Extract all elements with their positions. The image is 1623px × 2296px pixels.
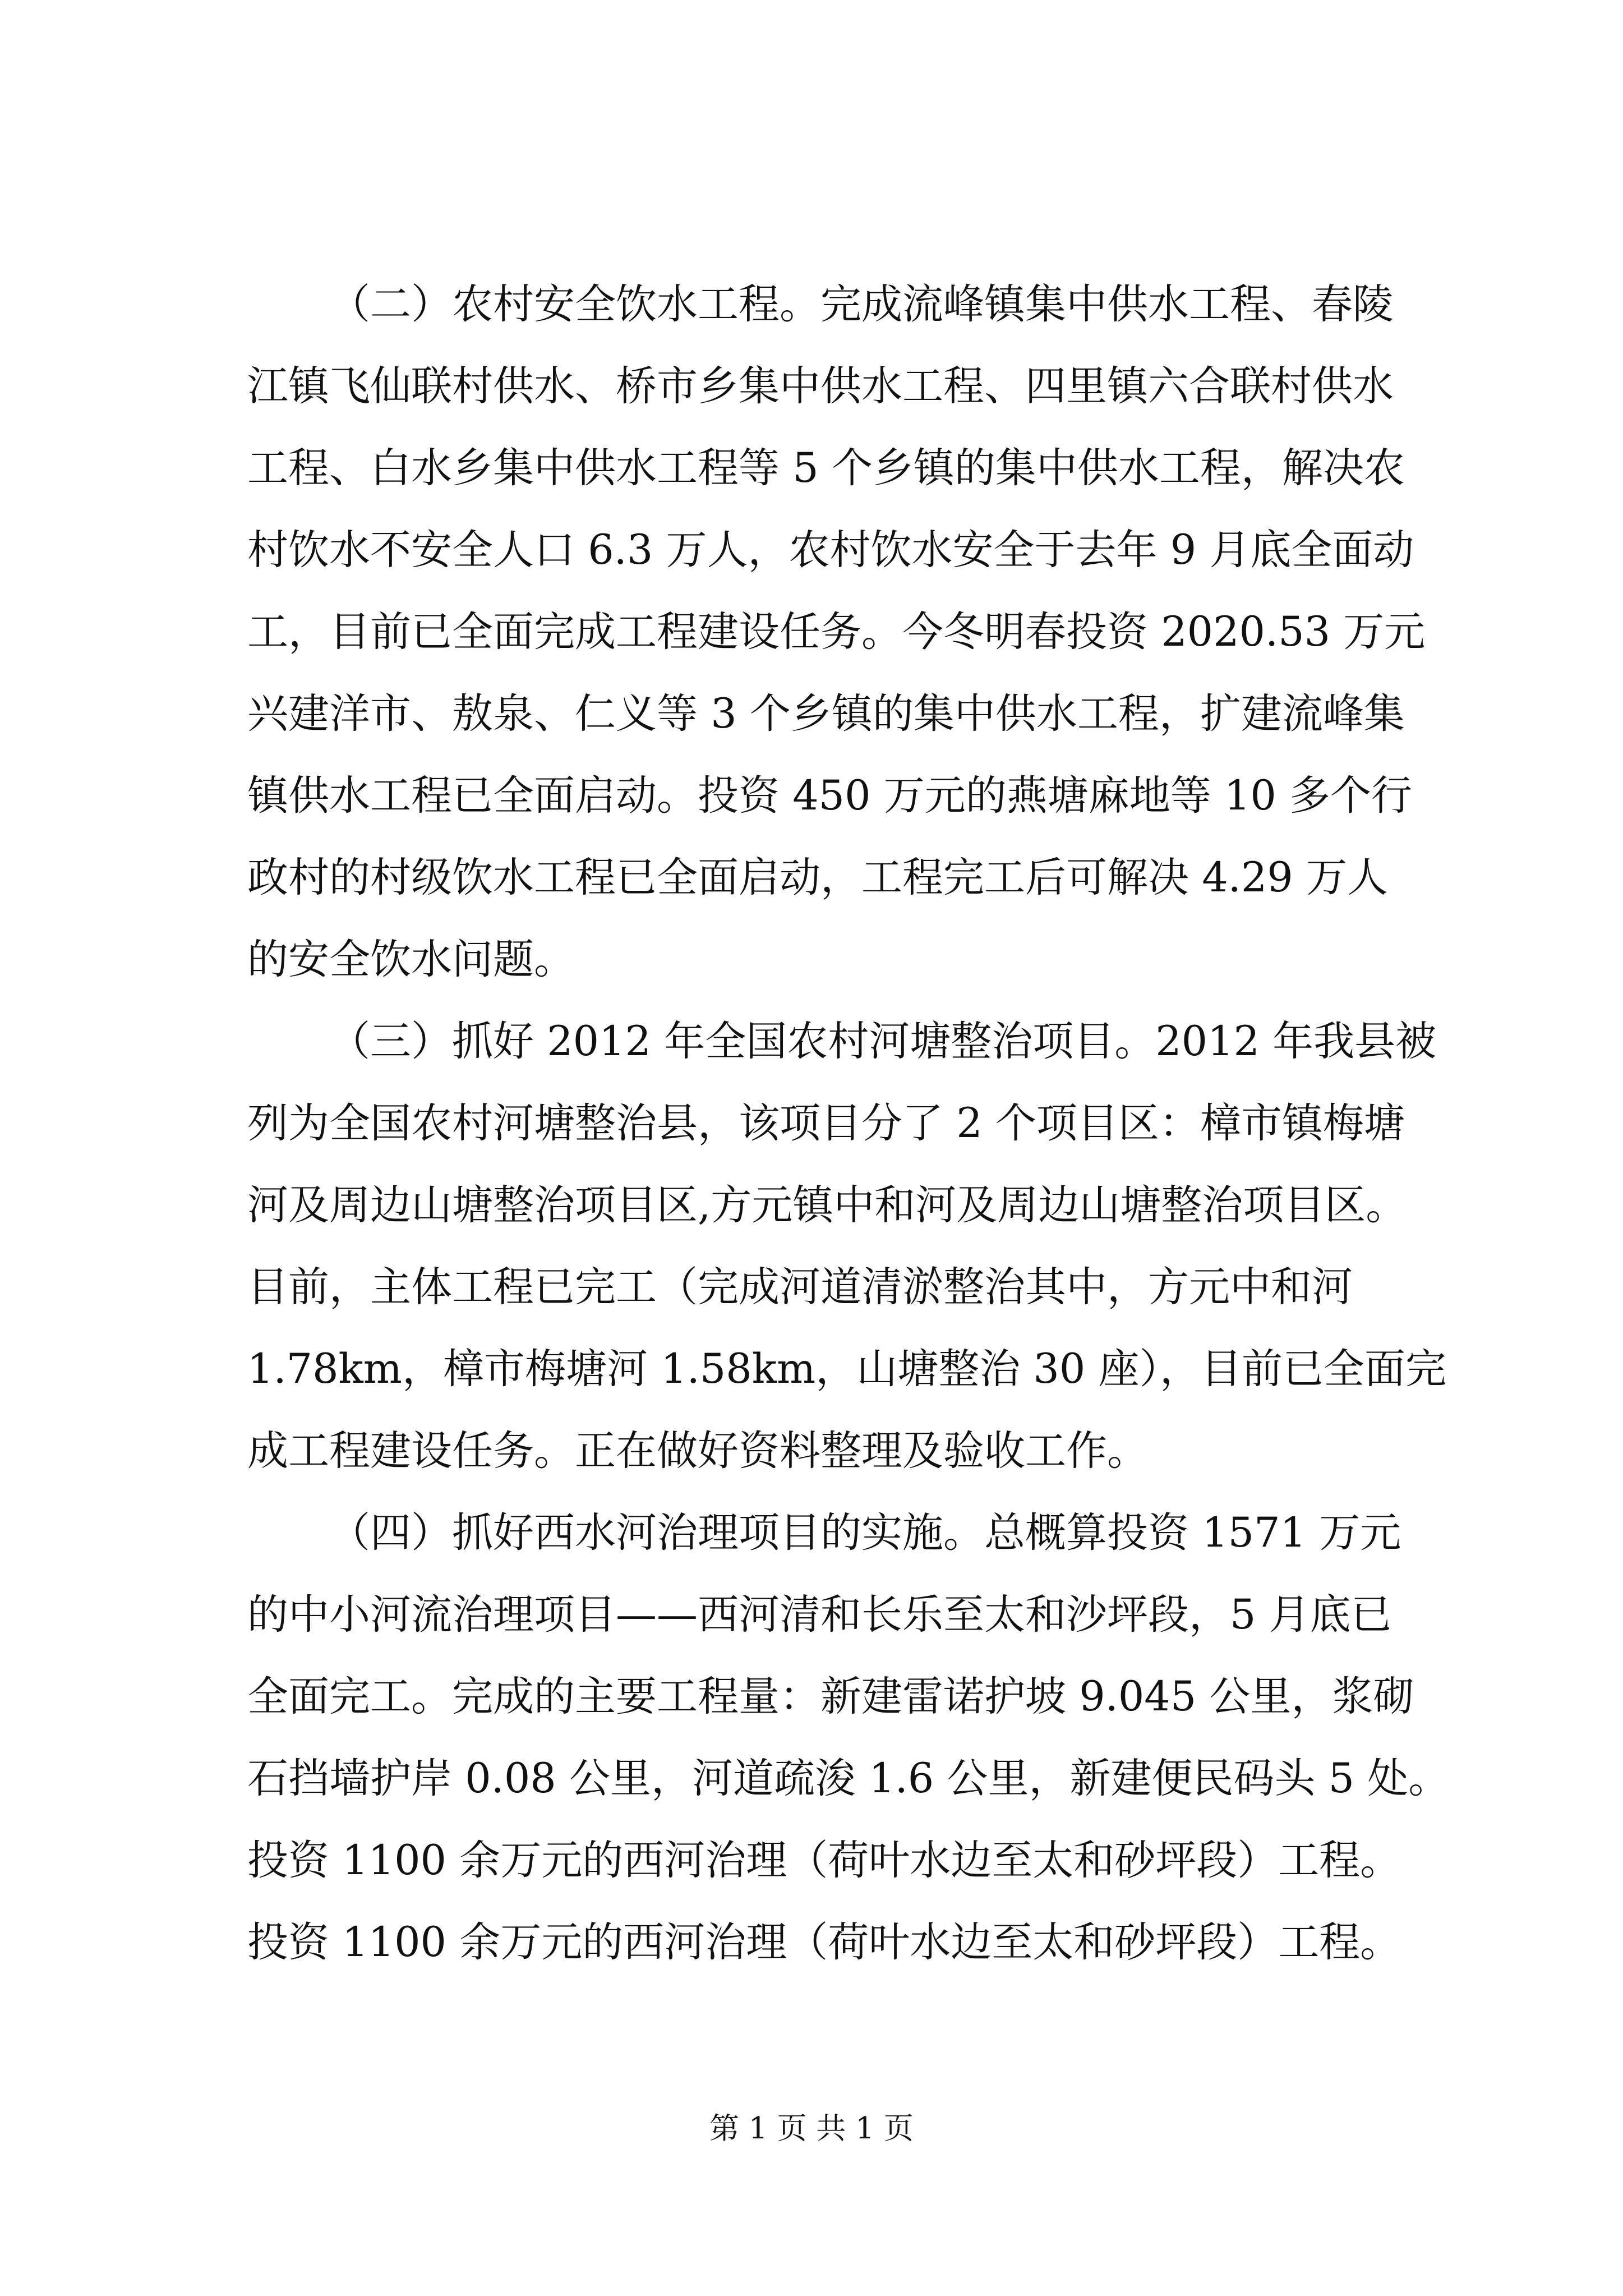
paragraph-rural-water bbox=[247, 264, 1426, 1001]
paragraph-line: 成工程建设任务。正在做好资料整理及验收工作。 bbox=[247, 1427, 1148, 1475]
paragraph-line: 石挡墙护岸 0.08 公里，河道疏浚 1.6 公里，新建便民码头 5 处。 bbox=[247, 1755, 1450, 1802]
paragraph-line: （四）抓好西水河治理项目的实施。总概算投资 1571 万元 bbox=[329, 1509, 1401, 1557]
paragraph-line: 投资 1100 余万元的西河治理（荷叶水边至太和砂坪段）工程。 bbox=[247, 1837, 1401, 1884]
paragraph-line: 镇供水工程已全面启动。投资 450 万元的燕塘麻地等 10 多个行 bbox=[247, 772, 1413, 820]
paragraph-line: 村饮水不安全人口 6.3 万人，农村饮水安全于去年 9 月底全面动 bbox=[247, 526, 1414, 574]
paragraph-line: 投资 1100 余万元的西河治理（荷叶水边至太和砂坪段）工程。 bbox=[247, 1918, 1401, 1966]
paragraph-line: 政村的村级饮水工程已全面启动，工程完工后可解决 4.29 万人 bbox=[247, 854, 1388, 901]
paragraph-line: 目前，主体工程已完工（完成河道清淤整治其中，方元中和河 bbox=[247, 1263, 1353, 1311]
paragraph-river-management bbox=[247, 1492, 1450, 1984]
paragraph-line: 1.78km，樟市梅塘河 1.58km，山塘整治 30 座），目前已全面完 bbox=[247, 1345, 1446, 1393]
paragraph-line: 江镇飞仙联村供水、桥市乡集中供水工程、四里镇六合联村供水 bbox=[247, 362, 1394, 410]
paragraph-line: 列为全国农村河塘整治县，该项目分了 2 个项目区：樟市镇梅塘 bbox=[247, 1099, 1405, 1147]
paragraph-line: （三）抓好 2012 年全国农村河塘整治项目。2012 年我县被 bbox=[329, 1018, 1437, 1065]
paragraph-line: 的中小河流治理项目——西河清和长乐至太和沙坪段，5 月底已 bbox=[247, 1591, 1392, 1639]
page-number-footer: 第 1 页 共 1 页 bbox=[709, 2111, 914, 2146]
paragraph-line: 工程、白水乡集中供水工程等 5 个乡镇的集中供水工程，解决农 bbox=[247, 444, 1405, 492]
paragraph-pond-renovation bbox=[247, 1001, 1446, 1492]
paragraph-line: 的安全饮水问题。 bbox=[247, 936, 575, 983]
paragraph-line: （二）农村安全饮水工程。完成流峰镇集中供水工程、春陵 bbox=[329, 280, 1394, 328]
paragraph-line: 河及周边山塘整治项目区,方元镇中和河及周边山塘整治项目区。 bbox=[247, 1181, 1407, 1229]
paragraph-line: 兴建洋市、敖泉、仁义等 3 个乡镇的集中供水工程，扩建流峰集 bbox=[247, 690, 1405, 738]
document-body bbox=[247, 264, 1450, 1984]
paragraph-line: 工，目前已全面完成工程建设任务。今冬明春投资 2020.53 万元 bbox=[247, 608, 1426, 656]
paragraph-line: 全面完工。完成的主要工程量：新建雷诺护坡 9.045 公里，浆砌 bbox=[247, 1673, 1414, 1720]
